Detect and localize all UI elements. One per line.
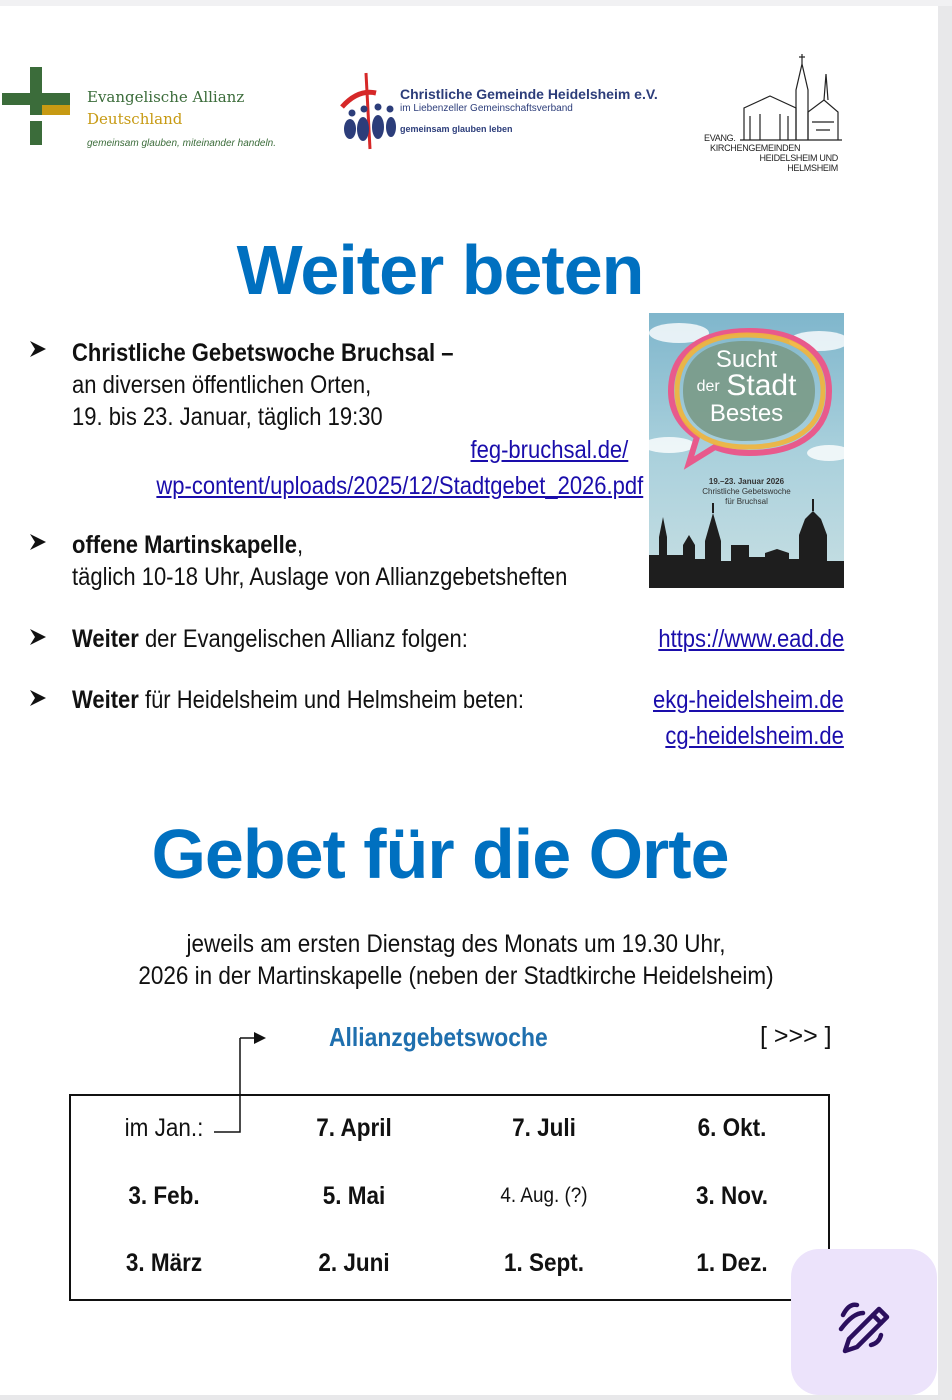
date-cell: 4. Aug. (?)	[500, 1184, 588, 1207]
link-cg-heidelsheim[interactable]: cg-heidelsheim.de	[665, 722, 844, 750]
item-gebetswoche-title: Christliche Gebetswoche Bruchsal –	[72, 339, 454, 367]
church-drawing-logo	[740, 50, 842, 142]
ead-link-block	[560, 623, 844, 659]
bullet-arrow-icon	[28, 339, 48, 364]
item-gebetswoche-line1: an diversen öffentlichen Orten,	[72, 371, 372, 399]
item-allianz-folgen	[72, 623, 468, 655]
date-cell: 2. Juni	[318, 1249, 390, 1277]
item-allianz-bold: Weiter	[72, 625, 139, 653]
allianz-tagline: gemeinsam glauben, miteinander handeln.	[87, 138, 277, 149]
poster-date: 19.–23. Januar 2026	[708, 477, 785, 486]
date-cell: 6. Okt.	[697, 1114, 767, 1142]
heading-gebet-fuer-die-orte: Gebet für die Orte	[151, 815, 729, 893]
link-feg-bruchsal[interactable]: feg-bruchsal.de/	[470, 436, 628, 464]
link-ead[interactable]: https://www.ead.de	[658, 625, 844, 653]
item-allianz-rest: der Evangelischen Allianz folgen:	[138, 625, 468, 653]
allianz-name-line1: Evangelische Allianz	[87, 88, 245, 106]
gemeinde-title: Christliche Gemeinde Heidelsheim e.V.	[400, 86, 658, 102]
date-cell: 3. März	[125, 1249, 203, 1277]
poster-image	[649, 313, 844, 588]
date-cell: 1. Sept.	[503, 1249, 585, 1277]
item-gebetswoche-line2: 19. bis 23. Januar, täglich 19:30	[72, 403, 383, 431]
date-cell: 7. April	[316, 1114, 392, 1142]
gemeinde-subtitle: im Liebenzeller Gemeinschaftsverband	[400, 103, 573, 114]
kirche-line4: HELMSHEIM	[787, 163, 838, 173]
edit-fab-button[interactable]	[791, 1249, 937, 1395]
item-martinskapelle-line1: täglich 10-18 Uhr, Auslage von Allianzgebetsheften	[72, 563, 568, 591]
allianzgebetswoche-label: Allianzgebetswoche	[329, 1022, 548, 1052]
poster-word-sucht: Sucht	[715, 346, 778, 373]
bullet-arrow-icon	[28, 688, 48, 713]
bullet-arrow-icon	[28, 627, 48, 652]
poster-word-der: der	[696, 378, 720, 395]
link-stadtgebet-pdf[interactable]: wp-content/uploads/2025/12/Stadtgebet_2026.pdf	[156, 472, 644, 500]
gebetswoche-link-block	[90, 434, 644, 506]
link-ekg-heidelsheim[interactable]: ekg-heidelsheim.de	[653, 686, 844, 714]
poster-word-stadt: Stadt	[726, 369, 797, 402]
item-heidelsheim-beten	[72, 684, 524, 716]
document-page	[0, 6, 938, 1395]
item-gebetswoche	[72, 337, 453, 433]
schedule-line2: 2026 in der Martinskapelle (neben der Stadtkirche Heidelsheim)	[138, 962, 774, 990]
date-cell: 3. Nov.	[695, 1182, 769, 1210]
date-cell: im Jan.:	[124, 1114, 204, 1142]
item-martinskapelle-title: offene Martinskapelle	[72, 531, 297, 559]
date-cell: 1. Dez.	[696, 1249, 768, 1277]
heidelsheim-link-block	[560, 684, 844, 756]
date-cell: 3. Feb.	[128, 1182, 200, 1210]
poster-word-bestes: Bestes	[709, 400, 784, 427]
pen-sparkle-icon	[791, 1249, 937, 1395]
schedule-description	[46, 928, 867, 992]
poster-sub2: für Bruchsal	[725, 497, 768, 506]
kirche-line3: HEIDELSHEIM UND	[759, 153, 838, 163]
more-link[interactable]: [ >>> ]	[760, 1022, 832, 1050]
allianz-name-line2: Deutschland	[87, 110, 183, 128]
item-heidelsheim-bold: Weiter	[72, 686, 139, 714]
allianz-cross-logo	[2, 63, 74, 149]
gemeinde-people-logo	[338, 71, 398, 153]
bullet-arrow-icon	[28, 532, 48, 557]
item-martinskapelle	[72, 529, 567, 593]
item-martinskapelle-comma: ,	[296, 531, 304, 559]
date-cell: 7. Juli	[512, 1114, 576, 1142]
kirche-line2: KIRCHENGEMEINDEN	[710, 143, 801, 153]
heading-weiter-beten: Weiter beten	[236, 231, 644, 309]
poster-sub1: Christliche Gebetswoche	[702, 487, 791, 496]
kirche-line1: EVANG.	[704, 133, 736, 143]
date-cell: 5. Mai	[322, 1182, 386, 1210]
gemeinde-tagline: gemeinsam glauben leben	[400, 124, 513, 134]
item-heidelsheim-rest: für Heidelsheim und Helmsheim beten:	[138, 686, 525, 714]
kirchengemeinden-text	[696, 133, 838, 173]
schedule-line1: jeweils am ersten Dienstag des Monats um 19.30 Uhr,	[186, 930, 726, 958]
